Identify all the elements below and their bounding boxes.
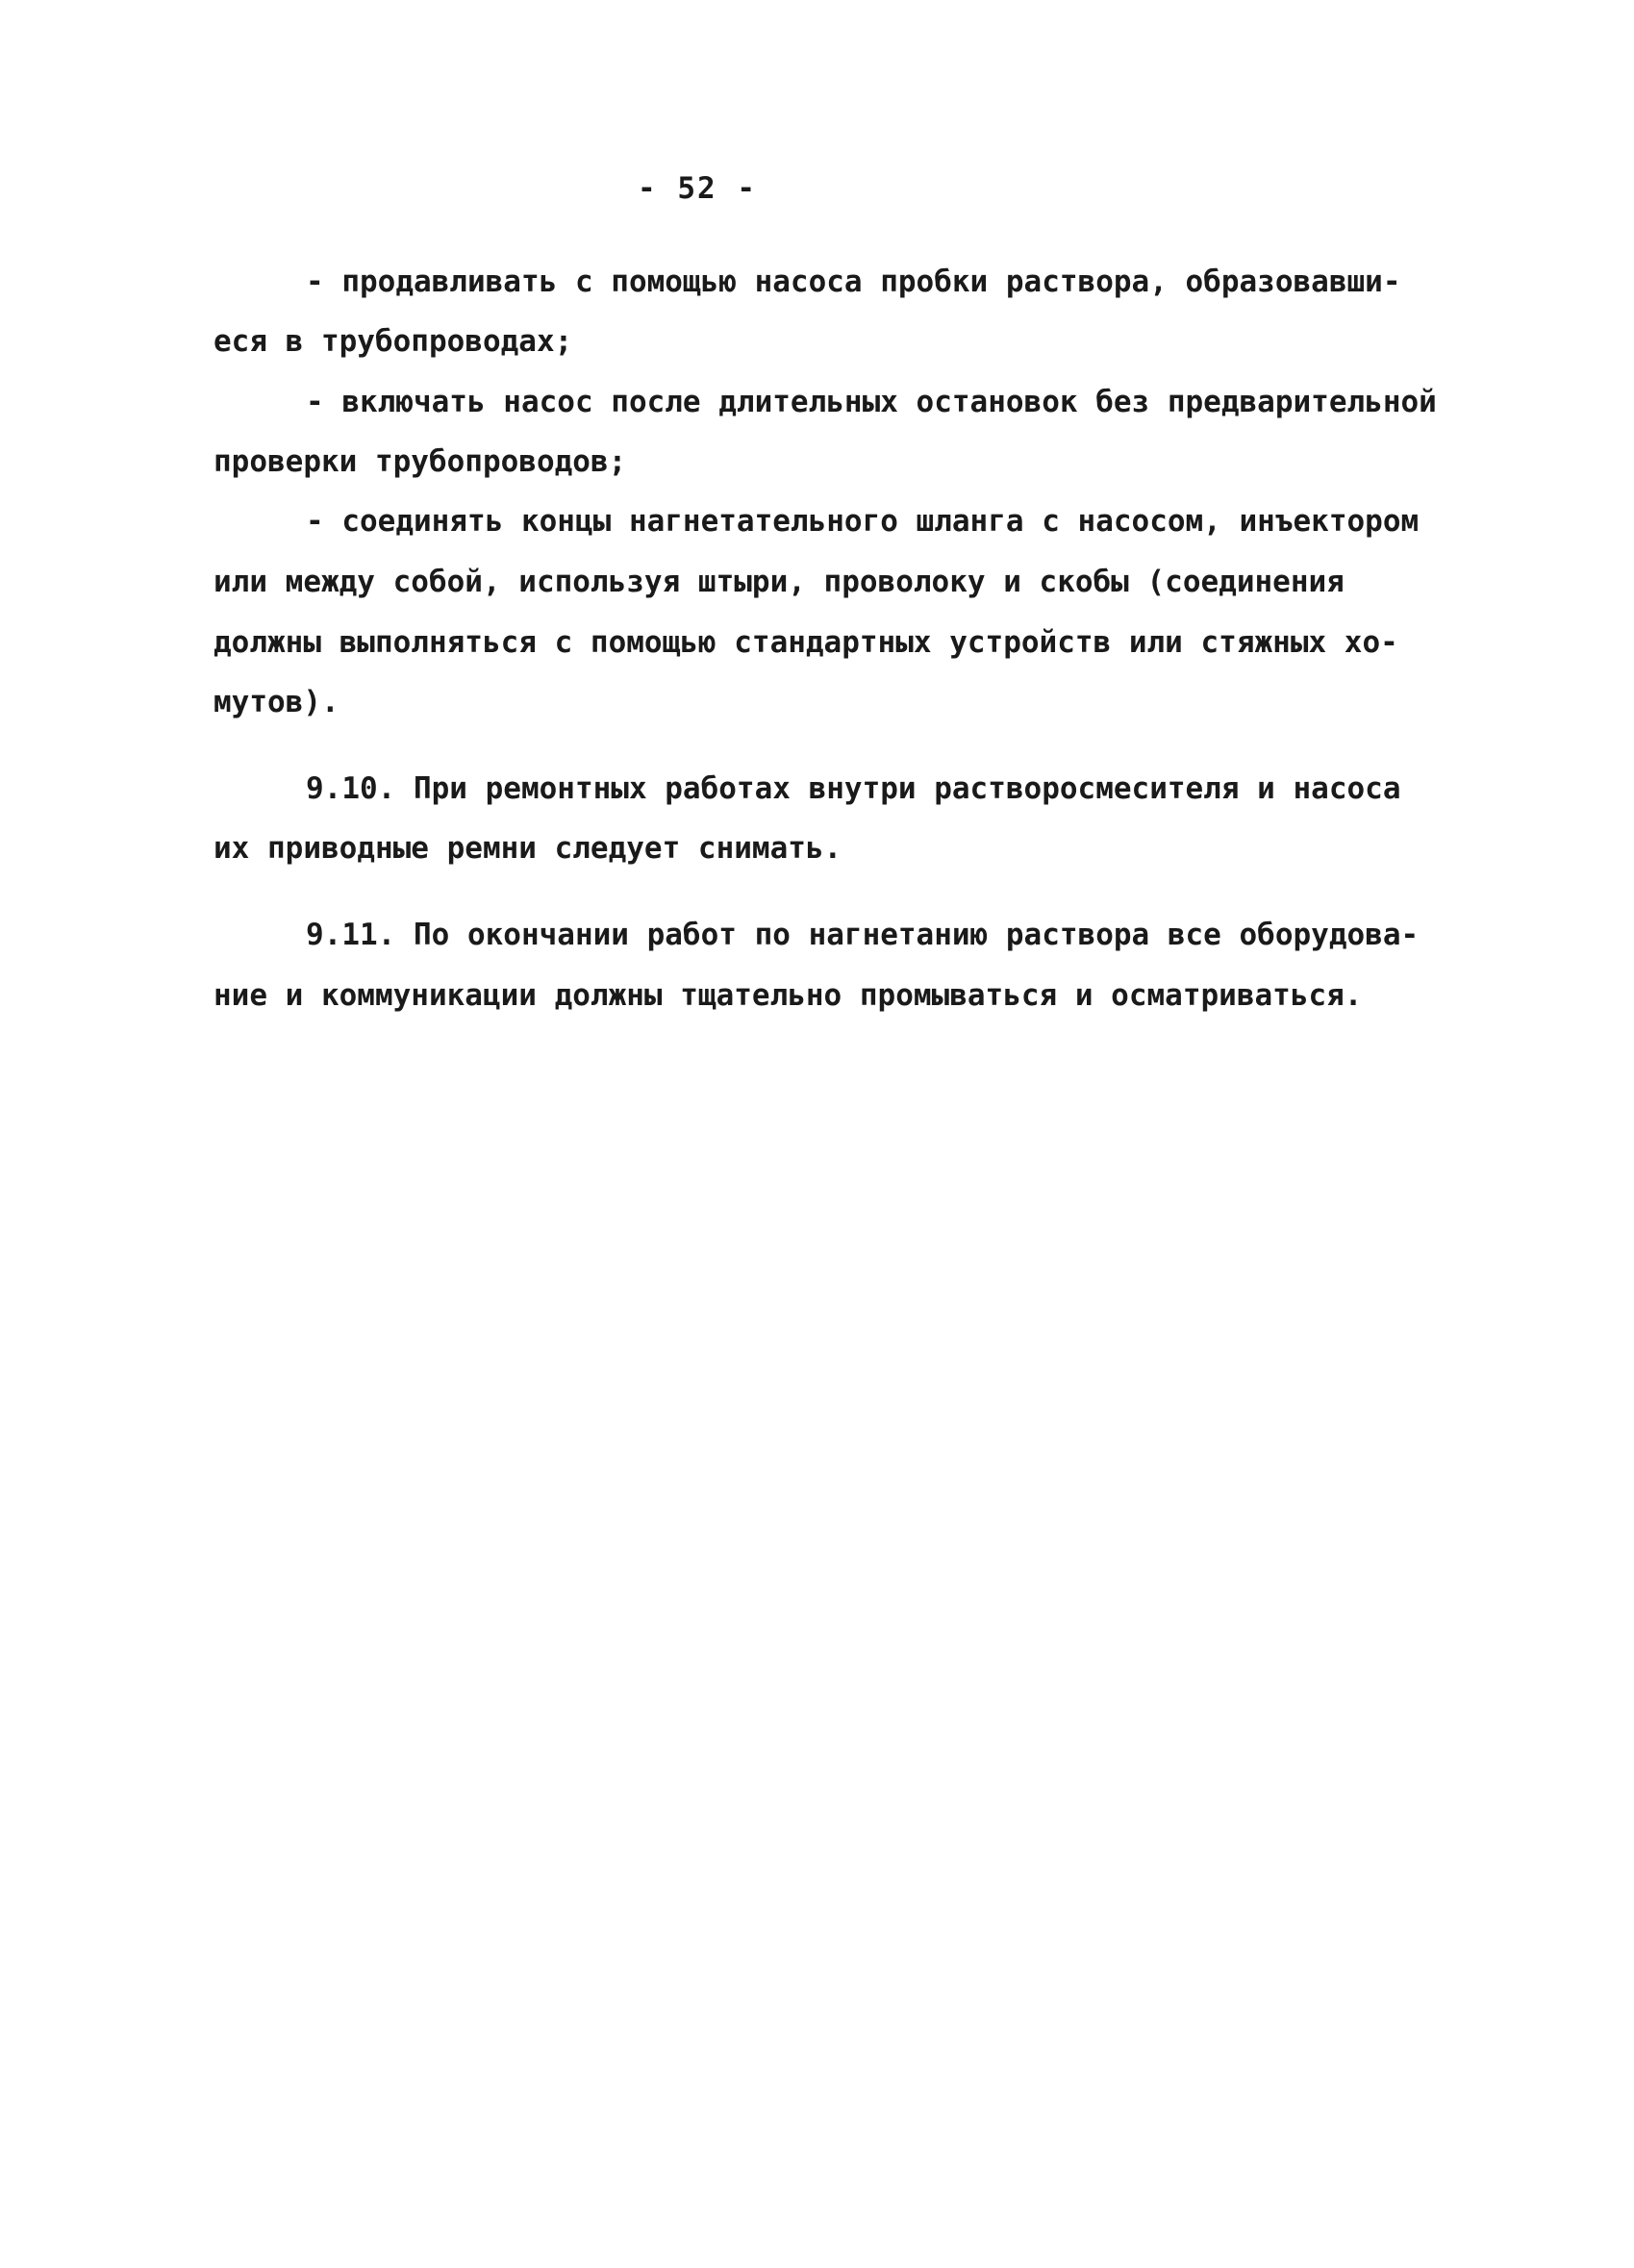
text-line: - продавливать с помощью насоса пробки раствора, образовавши- — [306, 265, 1401, 299]
text-line: - включать насос после длительных остановок без предварительной — [306, 385, 1437, 419]
text-line: - соединять концы нагнетательного шланга с насосом, инъектором — [306, 504, 1420, 539]
text-line: их приводные ремни следует снимать. — [214, 831, 842, 866]
text-line: еся в трубопроводах; — [214, 324, 573, 359]
text-line: проверки трубопроводов; — [214, 444, 627, 479]
text-line: ние и коммуникации должны тщательно промываться и осматриваться. — [214, 978, 1363, 1013]
page-number: - 52 - — [638, 171, 757, 206]
text-line: или между собой, используя штыри, проволоку и скобы (соединения — [214, 565, 1345, 599]
clause-9-10-line: 9.10. При ремонтных работах внутри растворосмесителя и насоса — [306, 771, 1401, 806]
clause-9-11-line: 9.11. По окончании работ по нагнетанию раствора все оборудова- — [306, 918, 1420, 952]
text-line: должны выполняться с помощью стандартных устройств или стяжных хо- — [214, 625, 1398, 660]
text-line: мутов). — [214, 685, 339, 719]
